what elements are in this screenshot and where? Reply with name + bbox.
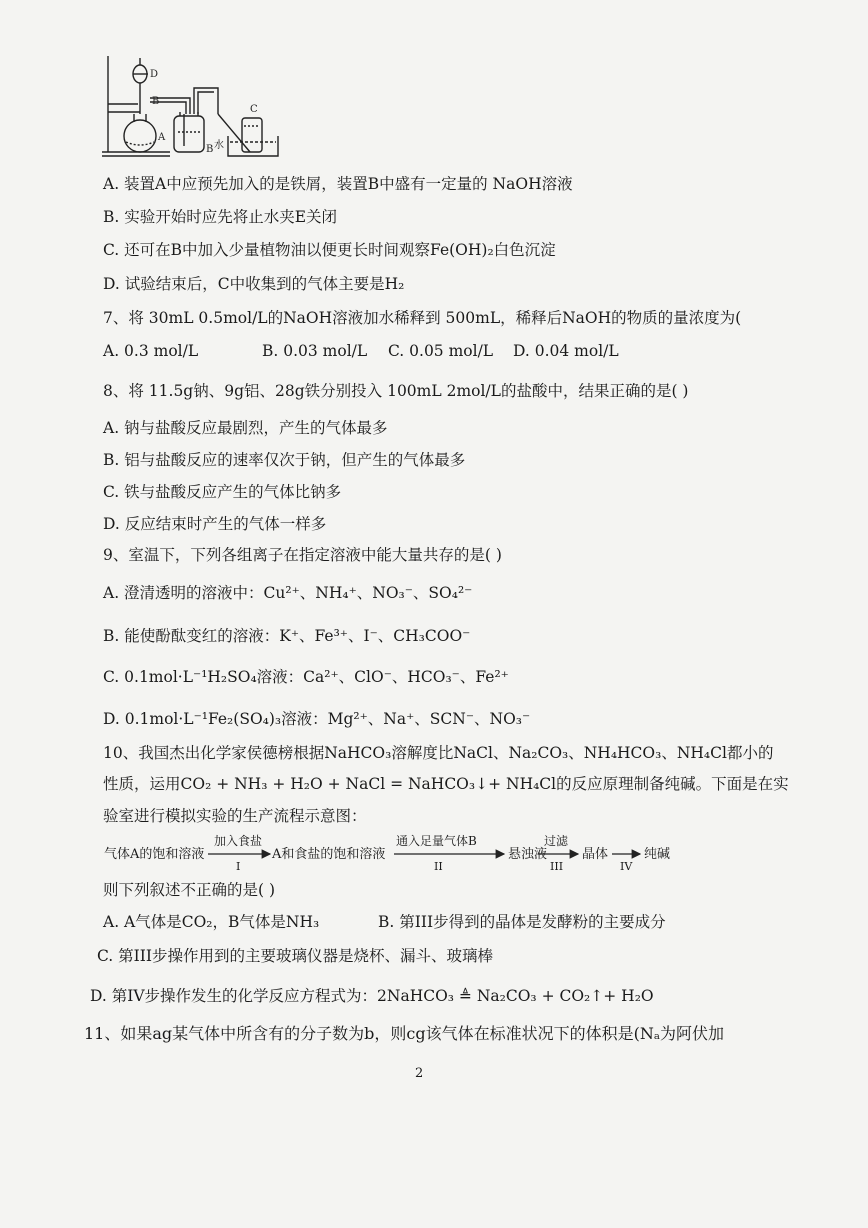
q8-option-d: D. 反应结束时产生的气体一样多 [103, 515, 327, 533]
q7-option-c: C. 0.05 mol/L [388, 342, 494, 360]
q9-option-d: D. 0.1mol·L⁻¹Fe₂(SO₄)₃溶液：Mg²⁺、Na⁺、SCN⁻、NO₃⁻ [103, 710, 531, 728]
q10-stem-line-3: 验室进行模拟实验的生产流程示意图： [103, 807, 367, 825]
q6-option-d: D. 试验结束后，C中收集到的气体主要是H₂ [103, 275, 405, 293]
flow-arrow-1-top: 加入食盐 [214, 834, 263, 848]
label-c: C [250, 104, 258, 115]
q10-stem-line-2: 性质，运用CO₂ + NH₃ + H₂O + NaCl = NaHCO₃↓+ NH₄Cl的反应原理制备纯碱。下面是在实 [103, 775, 789, 793]
process-flow-diagram [104, 830, 744, 874]
flow-arrow-2-top: 通入足量气体B [396, 834, 477, 848]
q9-stem: 9、室温下，下列各组离子在指定溶液中能大量共存的是( ) [103, 546, 502, 564]
flow-node-2: A和食盐的饱和溶液 [272, 847, 386, 862]
q8-option-a: A. 钠与盐酸反应最剧烈，产生的气体最多 [103, 419, 388, 437]
q8-option-b: B. 铝与盐酸反应的速率仅次于钠，但产生的气体最多 [103, 451, 466, 469]
q9-option-c: C. 0.1mol·L⁻¹H₂SO₄溶液：Ca²⁺、ClO⁻、HCO₃⁻、Fe²⁺ [103, 668, 509, 686]
label-b-bottom: B [206, 144, 214, 155]
q10-stem-line-1: 10、我国杰出化学家侯德榜根据NaHCO₃溶解度比NaCl、Na₂CO₃、NH₄HCO₃、NH₄Cl都小的 [103, 744, 774, 762]
label-b-top: B [152, 96, 160, 107]
flow-arrow-1-bottom: I [236, 860, 241, 873]
q10-option-b: B. 第III步得到的晶体是发酵粉的主要成分 [378, 913, 666, 931]
label-a: A [158, 132, 166, 143]
q11-stem: 11、如果ag某气体中所含有的分子数为b，则cg该气体在标准状况下的体积是(Nₐ为阿伏加 [84, 1024, 725, 1043]
label-water: 水 [214, 140, 224, 151]
flow-node-4: 晶体 [582, 847, 609, 862]
flow-arrow-3-top: 过滤 [544, 834, 569, 848]
q10-option-d: D. 第IV步操作发生的化学反应方程式为：2NaHCO₃ ≜ Na₂CO₃ + CO₂↑+ H₂O [90, 987, 654, 1005]
flow-arrow-3-bottom: III [550, 860, 564, 873]
q8-stem: 8、将 11.5g钠、9g铝、28g铁分别投入 100mL 2mol/L的盐酸中，结果正确的是( ) [103, 382, 689, 400]
flow-arrow-2-bottom: II [434, 860, 443, 873]
q9-option-b: B. 能使酚酞变红的溶液：K⁺、Fe³⁺、I⁻、CH₃COO⁻ [103, 627, 471, 645]
q6-option-a: A. 装置A中应预先加入的是铁屑，装置B中盛有一定量的 NaOH溶液 [103, 175, 573, 193]
q8-option-c: C. 铁与盐酸反应产生的气体比钠多 [103, 483, 342, 501]
flow-node-3: 悬浊液 [508, 847, 548, 862]
q10-question: 则下列叙述不正确的是( ) [103, 881, 276, 899]
q7-option-d: D. 0.04 mol/L [513, 342, 619, 360]
page-number: 2 [415, 1066, 424, 1081]
flow-node-1: 气体A的饱和溶液 [104, 847, 205, 862]
q6-option-c: C. 还可在B中加入少量植物油以便更长时间观察Fe(OH)₂白色沉淀 [103, 241, 556, 259]
q10-option-a: A. A气体是CO₂，B气体是NH₃ [103, 913, 320, 931]
label-d: D [150, 69, 159, 80]
apparatus-figure [100, 52, 290, 164]
q7-option-a: A. 0.3 mol/L [103, 342, 199, 360]
q10-option-c: C. 第III步操作用到的主要玻璃仪器是烧杯、漏斗、玻璃棒 [97, 947, 494, 965]
q7-stem: 7、将 30mL 0.5mol/L的NaOH溶液加水稀释到 500mL，稀释后NaOH的物质的量浓度为( [103, 309, 742, 327]
flow-arrow-4-bottom: IV [620, 860, 633, 873]
q9-option-a: A. 澄清透明的溶液中：Cu²⁺、NH₄⁺、NO₃⁻、SO₄²⁻ [103, 584, 473, 602]
flow-node-5: 纯碱 [644, 847, 671, 862]
q7-option-b: B. 0.03 mol/L [262, 342, 368, 360]
q6-option-b: B. 实验开始时应先将止水夹E关闭 [103, 208, 338, 226]
